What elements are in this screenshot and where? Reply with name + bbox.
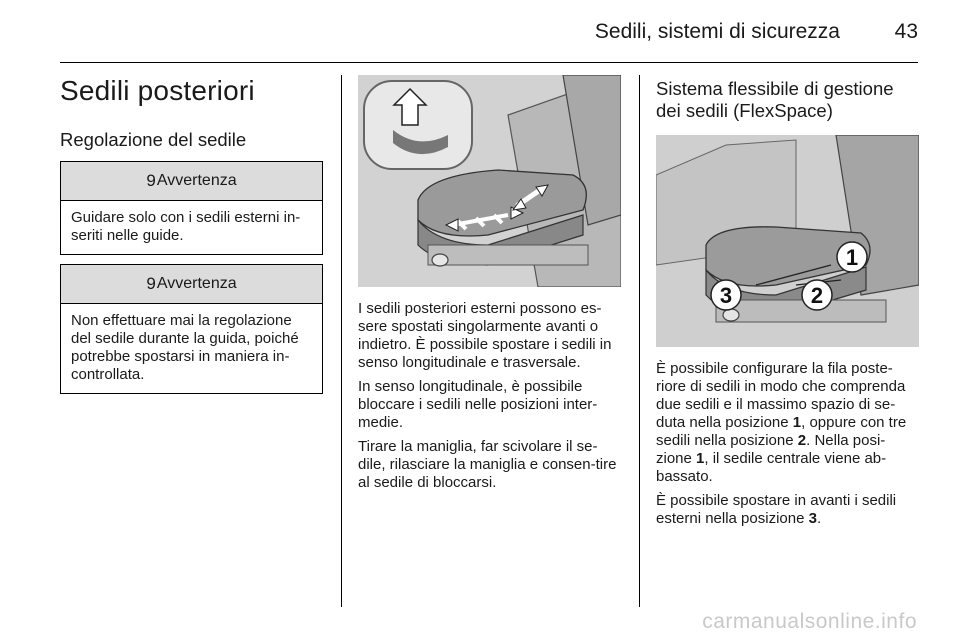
warning-header xyxy=(61,265,322,304)
column-middle xyxy=(358,75,621,498)
paragraph: È possibile configurare la fila poste-riore di sedili in modo che comprenda due sedili e il massimo spazio di se-duta nella posizione 1, oppure con tre sedili nella posizione 2. Nella posi-zione 1, il sedile centrale viene ab-bassato. xyxy=(656,360,907,485)
page-number: 43 xyxy=(894,20,918,43)
warning-icon: 9 xyxy=(146,171,156,190)
header-divider xyxy=(60,62,918,63)
callout-2: 2 xyxy=(810,283,824,308)
callout-3: 3 xyxy=(719,283,733,308)
flexspace-illustration xyxy=(656,135,919,347)
warning-box xyxy=(60,161,323,255)
warning-icon: 9 xyxy=(146,274,156,293)
warning-label: Avvertenza xyxy=(156,172,237,189)
warning-text: Non effettuare mai la regolazione del sedile durante la guida, poiché potrebbe spostarsi in maniera in-controllata. xyxy=(71,312,299,383)
warning-label: Avvertenza xyxy=(156,275,237,292)
warning-header xyxy=(61,162,322,201)
body-text xyxy=(358,300,621,492)
warning-box xyxy=(60,264,323,394)
watermark: carmanualsonline.info xyxy=(702,610,917,633)
seat-adjustment-drawing xyxy=(358,75,621,287)
flexspace-drawing xyxy=(656,135,919,347)
paragraph: I sedili posteriori esterni possono es-sere spostati singolarmente avanti o indietro. È possibile spostare i sedili in senso longitudinale e trasversale. xyxy=(358,300,612,371)
warning-text: Guidare solo con i sedili esterni in-seriti nelle guide. xyxy=(71,209,301,244)
paragraph: È possibile spostare in avanti i sedili esterni nella posizione 3. xyxy=(656,492,897,527)
callout-1: 1 xyxy=(845,245,859,270)
column-divider-2 xyxy=(639,75,640,607)
section-subtitle: Regolazione del sedile xyxy=(60,129,247,150)
column-right xyxy=(656,75,919,534)
seat-adjustment-illustration xyxy=(358,75,621,287)
body-text xyxy=(656,360,919,528)
column-left xyxy=(60,75,323,394)
paragraph: In senso longitudinale, è possibile bloccare i sedili nelle posizioni inter-medie. xyxy=(358,378,598,431)
flexspace-heading: Sistema flessibile di gestione dei sedili (FlexSpace) xyxy=(656,78,894,121)
paragraph: Tirare la maniglia, far scivolare il se-dile, rilasciare la maniglia e consen-tire al sedile di bloccarsi. xyxy=(358,438,617,491)
column-divider-1 xyxy=(341,75,342,607)
section-title: Sedili posteriori xyxy=(60,75,255,106)
page-header-title: Sedili, sistemi di sicurezza xyxy=(594,20,840,43)
